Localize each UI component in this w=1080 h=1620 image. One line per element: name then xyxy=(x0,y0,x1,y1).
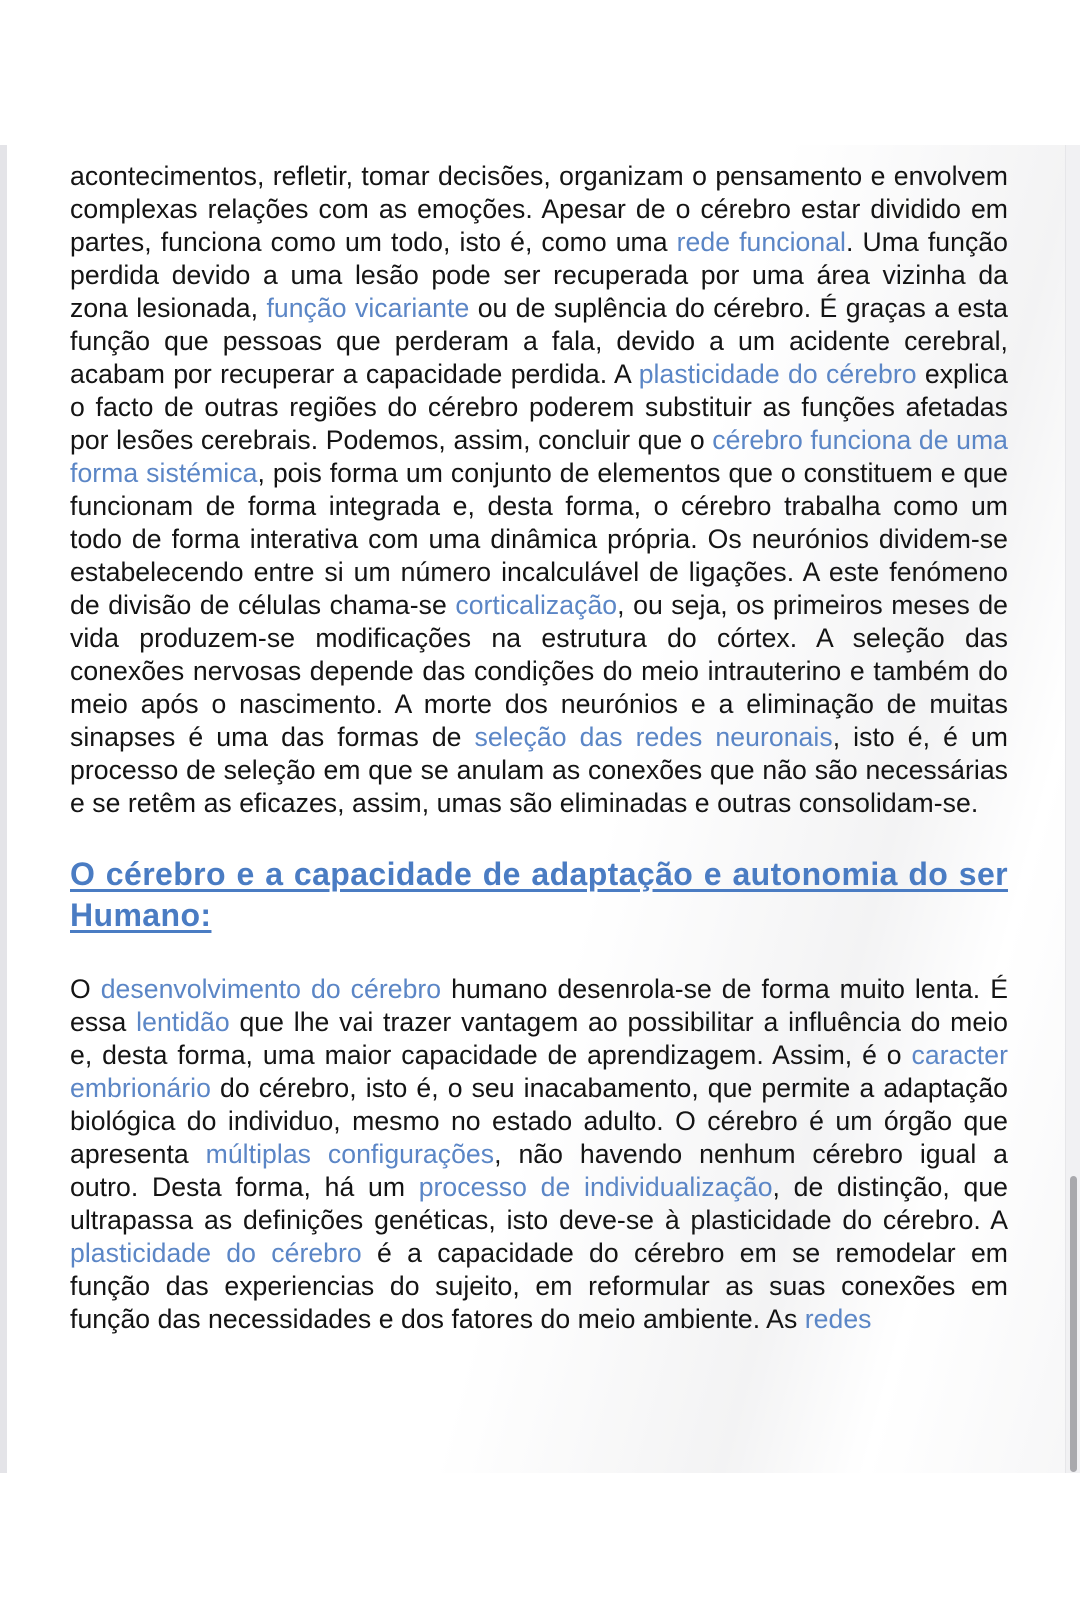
term-link-multiplas-configuracoes[interactable]: múltiplas configurações xyxy=(205,1139,495,1169)
text-segment: , não havendo nenhum cérebro igual a outro. Desta forma, há um xyxy=(70,1139,1008,1202)
page-left-border xyxy=(0,145,7,1473)
text-segment: ou de suplência do cérebro. É graças a esta função que pessoas que perderam a fala, devido a um acidente cerebral, acabam por recuperar a capacidade perdida. A xyxy=(70,293,1008,389)
text-segment: , ou seja, os primeiros meses de vida produzem-se modificações na estrutura do córtex. A seleção das conexões nervosas depende das condições do meio intrauterino e também do meio após o nascimento. A morte dos neurónios e a eliminação de muitas sinapses é uma das formas de xyxy=(70,590,1008,752)
text-segment: do cérebro, isto é, o seu inacabamento, que permite a adaptação biológica do individuo, mesmo no estado adulto. O cérebro é um órgão que apresenta xyxy=(70,1073,1008,1169)
term-link-redes[interactable]: redes xyxy=(804,1304,872,1334)
text-segment: , pois forma um conjunto de elementos que o constituem e que funcionam de forma integrada e, desta forma, o cérebro trabalha como um todo de forma interativa com uma dinâmica própria. Os neurónios dividem-se estabelecendo entre si um número incalculável de ligações. A este fenómeno de divisão de células chama-se xyxy=(70,458,1009,620)
text-segment: humano desenrola-se de forma muito lenta. É essa xyxy=(70,974,1008,1037)
term-link-funcao-vicariante[interactable]: função vicariante xyxy=(266,293,470,323)
text-segment: explica o facto de outras regiões do cérebro poderem substituir as funções afetadas por lesões cerebrais. Podemos, assim, concluir que o xyxy=(70,359,1009,455)
term-link-forma-sistemica[interactable]: cérebro funciona de uma forma sistémica xyxy=(70,425,1009,488)
term-link-plasticidade[interactable]: plasticidade do cérebro xyxy=(70,1238,362,1268)
term-link-caracter-embrionario[interactable]: caracter embrionário xyxy=(70,1040,1008,1103)
term-link-desenvolvimento[interactable]: desenvolvimento do cérebro xyxy=(100,974,442,1004)
text-segment: acontecimentos, refletir, tomar decisões, organizam o pensamento e envolvem complexas relações com as emoções. Apesar de o cérebro estar dividido em partes, funciona como um todo, isto é, como uma xyxy=(70,161,1008,257)
text-segment: , isto é, é um processo de seleção em que se anulam as conexões que não são necessárias e se retêm as eficazes, assim, umas são eliminadas e outras consolidam-se. xyxy=(70,722,1008,818)
text-segment: O xyxy=(70,974,101,1004)
term-link-individualizacao[interactable]: processo de individualização xyxy=(418,1172,773,1202)
text-segment: que lhe vai trazer vantagem ao possibilitar a influência do meio e, desta forma, uma maior capacidade de aprendizagem. Assim, é o xyxy=(70,1007,1008,1070)
term-link-corticalizacao[interactable]: corticalização xyxy=(455,590,618,620)
term-link-selecao-redes[interactable]: seleção das redes neuronais xyxy=(474,722,833,752)
term-link-lentidao[interactable]: lentidão xyxy=(136,1007,230,1037)
scrollbar-thumb[interactable] xyxy=(1070,1176,1077,1472)
text-segment: . Uma função perdida devido a uma lesão pode ser recuperada por uma área vizinha da zona lesionada, xyxy=(70,227,1008,323)
section-heading[interactable]: O cérebro e a capacidade de adaptação e autonomia do ser Humano: xyxy=(70,856,1008,933)
term-link-plasticidade[interactable]: plasticidade do cérebro xyxy=(638,359,917,389)
paragraph-adaptation xyxy=(70,973,1008,1336)
text-segment: , de distinção, que ultrapassa as definições genéticas, isto deve-se à plasticidade do cérebro. A xyxy=(70,1172,1008,1235)
text-segment: é a capacidade do cérebro em se remodelar em função das experiencias do sujeito, em reformular as suas conexões em função das necessidades e dos fatores do meio ambiente. As xyxy=(70,1238,1009,1334)
paragraph-brain-function xyxy=(70,160,1008,820)
term-link-rede-funcional[interactable]: rede funcional xyxy=(676,227,847,257)
document-content xyxy=(70,160,1008,1336)
